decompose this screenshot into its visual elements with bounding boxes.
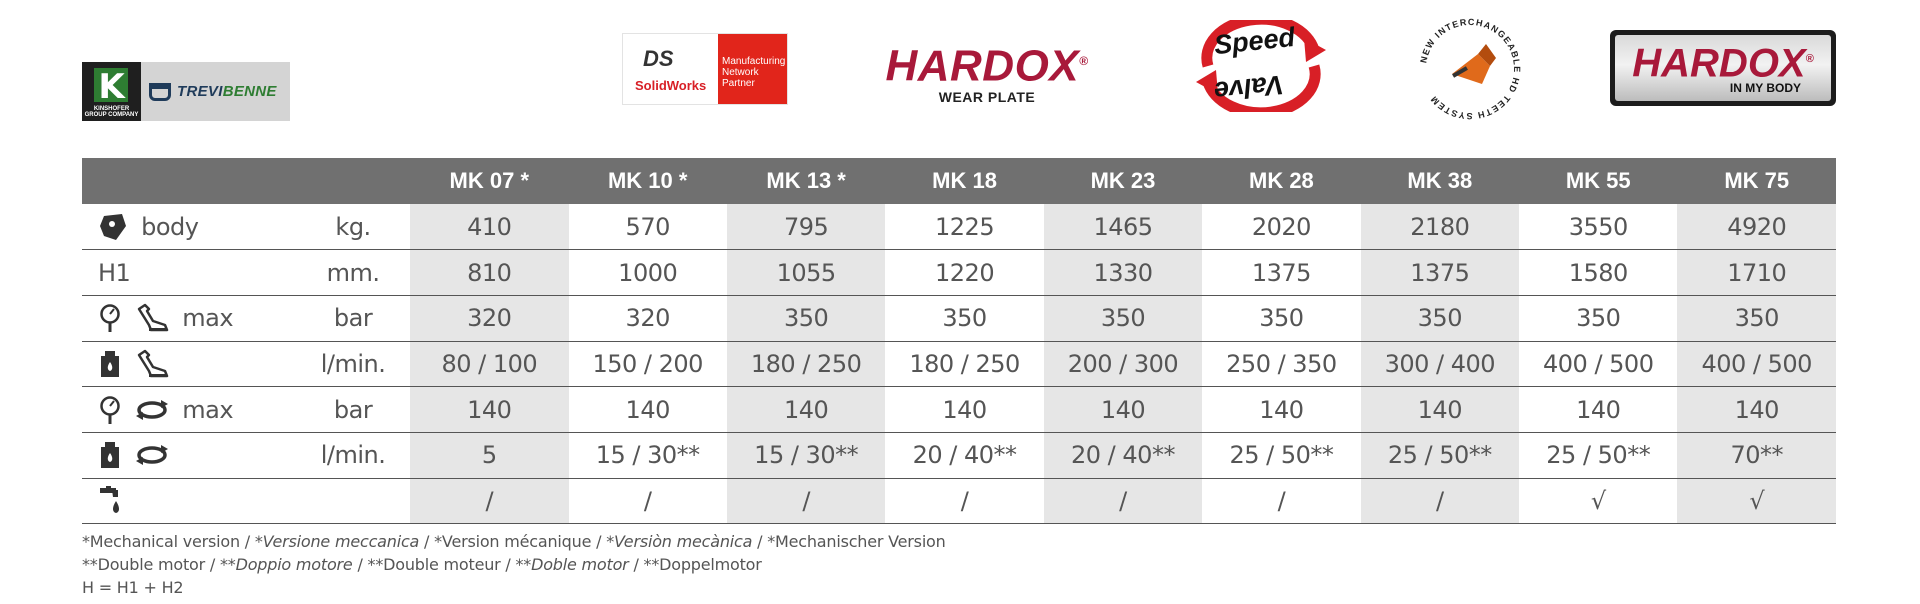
hd-teeth-system-logo xyxy=(1412,14,1528,124)
value-cell: 410 xyxy=(410,204,568,250)
row-label-text: max xyxy=(182,395,234,424)
row-unit: l/min. xyxy=(296,432,410,478)
value-cell: 140 xyxy=(885,387,1043,433)
row-unit: kg. xyxy=(296,204,410,250)
ds-mark: DS xyxy=(643,46,674,71)
kinshofer-logo: K KINSHOFER GROUP COMPANY xyxy=(82,62,141,121)
value-cell: 1055 xyxy=(727,250,885,296)
table-row xyxy=(82,295,1836,341)
hardox-in-my-body-logo: HARDOX® IN MY BODY xyxy=(1610,30,1836,106)
drain-tap-icon xyxy=(98,485,124,517)
value-cell: 795 xyxy=(727,204,885,250)
value-cell: 20 / 40** xyxy=(885,432,1043,478)
hardox-wear-plate-logo: HARDOX® WEAR PLATE xyxy=(885,41,1089,105)
value-cell: 140 xyxy=(1677,387,1836,433)
value-cell: 350 xyxy=(1044,295,1202,341)
model-header: MK 10 * xyxy=(607,168,688,193)
row-unit: bar xyxy=(296,295,410,341)
value-cell: 1225 xyxy=(885,204,1043,250)
value-cell: 350 xyxy=(1519,295,1677,341)
value-cell: 1375 xyxy=(1361,250,1519,296)
value-cell: 300 / 400 xyxy=(1361,341,1519,387)
value-cell: 1000 xyxy=(569,250,727,296)
table-row xyxy=(82,432,1836,478)
oil-can-icon xyxy=(98,349,122,379)
row-label xyxy=(82,250,296,296)
value-cell: 20 / 40** xyxy=(1044,432,1202,478)
model-header: MK 75 xyxy=(1724,168,1790,193)
model-header: MK 28 xyxy=(1249,168,1314,193)
value-cell: 350 xyxy=(1677,295,1836,341)
value-cell: 15 / 30** xyxy=(569,432,727,478)
value-cell: 4920 xyxy=(1677,204,1836,250)
row-label-text: body xyxy=(141,212,199,241)
value-cell: 140 xyxy=(727,387,885,433)
solidworks-partner-logo: DS SolidWorks Manufacturing Network Partner xyxy=(622,33,788,105)
row-label xyxy=(82,341,296,387)
value-cell: 1375 xyxy=(1202,250,1360,296)
value-cell: 80 / 100 xyxy=(410,341,568,387)
trevibenne-logo: TREVIBENNE xyxy=(141,62,290,121)
value-cell: 180 / 250 xyxy=(727,341,885,387)
row-label xyxy=(82,478,296,524)
table-header-row xyxy=(82,158,1836,204)
value-cell: 350 xyxy=(1202,295,1360,341)
value-cell: √ xyxy=(1519,478,1677,524)
value-cell: 140 xyxy=(410,387,568,433)
bucket-icon xyxy=(98,212,128,242)
value-cell: 320 xyxy=(410,295,568,341)
row-label xyxy=(82,295,296,341)
model-header: MK 23 xyxy=(1090,168,1156,193)
row-label xyxy=(82,432,296,478)
value-cell: 2180 xyxy=(1361,204,1519,250)
oil-can-icon xyxy=(98,440,122,470)
kinshofer-trevibenne-logo xyxy=(82,62,290,121)
value-cell: 1330 xyxy=(1044,250,1202,296)
value-cell: 200 / 300 xyxy=(1044,341,1202,387)
value-cell: 350 xyxy=(727,295,885,341)
value-cell: 180 / 250 xyxy=(885,341,1043,387)
value-cell: √ xyxy=(1677,478,1836,524)
row-unit xyxy=(296,478,410,524)
pressure-gauge-icon xyxy=(98,303,122,333)
value-cell: / xyxy=(727,478,885,524)
value-cell: 250 / 350 xyxy=(1202,341,1360,387)
value-cell: 140 xyxy=(1361,387,1519,433)
value-cell: 570 xyxy=(569,204,727,250)
row-label xyxy=(82,387,296,433)
table-row xyxy=(82,478,1836,524)
value-cell: 150 / 200 xyxy=(569,341,727,387)
value-cell: 400 / 500 xyxy=(1677,341,1836,387)
value-cell: 15 / 30** xyxy=(727,432,885,478)
value-cell: 350 xyxy=(885,295,1043,341)
row-label-text: H1 xyxy=(98,259,131,288)
table-row xyxy=(82,341,1836,387)
table-row xyxy=(82,204,1836,250)
row-label xyxy=(82,204,296,250)
model-header: MK 38 xyxy=(1407,168,1473,193)
specifications-table xyxy=(82,158,1836,524)
excavator-arm-icon xyxy=(135,303,169,333)
rotation-icon xyxy=(135,443,169,467)
row-unit: mm. xyxy=(296,250,410,296)
value-cell: / xyxy=(410,478,568,524)
value-cell: 810 xyxy=(410,250,568,296)
row-unit: l/min. xyxy=(296,341,410,387)
table-row xyxy=(82,387,1836,433)
value-cell: 70** xyxy=(1677,432,1836,478)
footnote-height: H = H1 + H2 xyxy=(82,578,184,597)
value-cell: 400 / 500 xyxy=(1519,341,1677,387)
value-cell: 140 xyxy=(1044,387,1202,433)
value-cell: / xyxy=(885,478,1043,524)
value-cell: 320 xyxy=(569,295,727,341)
value-cell: 3550 xyxy=(1519,204,1677,250)
partner-text: Manufacturing Network Partner xyxy=(718,34,787,104)
model-header: MK 07 * xyxy=(449,168,530,193)
hd-teeth-ring-text: NEW INTERCHANGEABLE HD TEETH SYSTEM xyxy=(1418,16,1523,122)
value-cell: 140 xyxy=(1519,387,1677,433)
value-cell: 25 / 50** xyxy=(1361,432,1519,478)
value-cell: 1580 xyxy=(1519,250,1677,296)
value-cell: 140 xyxy=(569,387,727,433)
footnotes xyxy=(82,530,946,599)
value-cell: / xyxy=(1202,478,1360,524)
footnote-mechanical: *Mechanical version / *Versione meccanica / *Version mécanique / *Versiòn mecànica / *Mechanischer Version xyxy=(82,532,946,551)
value-cell: 25 / 50** xyxy=(1202,432,1360,478)
value-cell: / xyxy=(1361,478,1519,524)
value-cell: 1710 xyxy=(1677,250,1836,296)
value-cell: 1465 xyxy=(1044,204,1202,250)
value-cell: / xyxy=(1044,478,1202,524)
value-cell: 350 xyxy=(1361,295,1519,341)
rotation-icon xyxy=(135,398,169,422)
pressure-gauge-icon xyxy=(98,395,122,425)
value-cell: 5 xyxy=(410,432,568,478)
footnote-double-motor: **Double motor / **Doppio motore / **Double moteur / **Doble motor / **Doppelmotor xyxy=(82,555,762,574)
model-header: MK 18 xyxy=(932,168,997,193)
row-unit: bar xyxy=(296,387,410,433)
model-header: MK 55 xyxy=(1565,168,1631,193)
value-cell: / xyxy=(569,478,727,524)
excavator-arm-icon xyxy=(135,349,169,379)
table-row xyxy=(82,250,1836,296)
speed-valve-logo: Speed Valve xyxy=(1186,20,1336,112)
trevibenne-bucket-icon xyxy=(149,83,171,101)
value-cell: 1220 xyxy=(885,250,1043,296)
row-label-text: max xyxy=(182,304,234,333)
value-cell: 25 / 50** xyxy=(1519,432,1677,478)
value-cell: 140 xyxy=(1202,387,1360,433)
value-cell: 2020 xyxy=(1202,204,1360,250)
model-header: MK 13 * xyxy=(766,168,846,193)
